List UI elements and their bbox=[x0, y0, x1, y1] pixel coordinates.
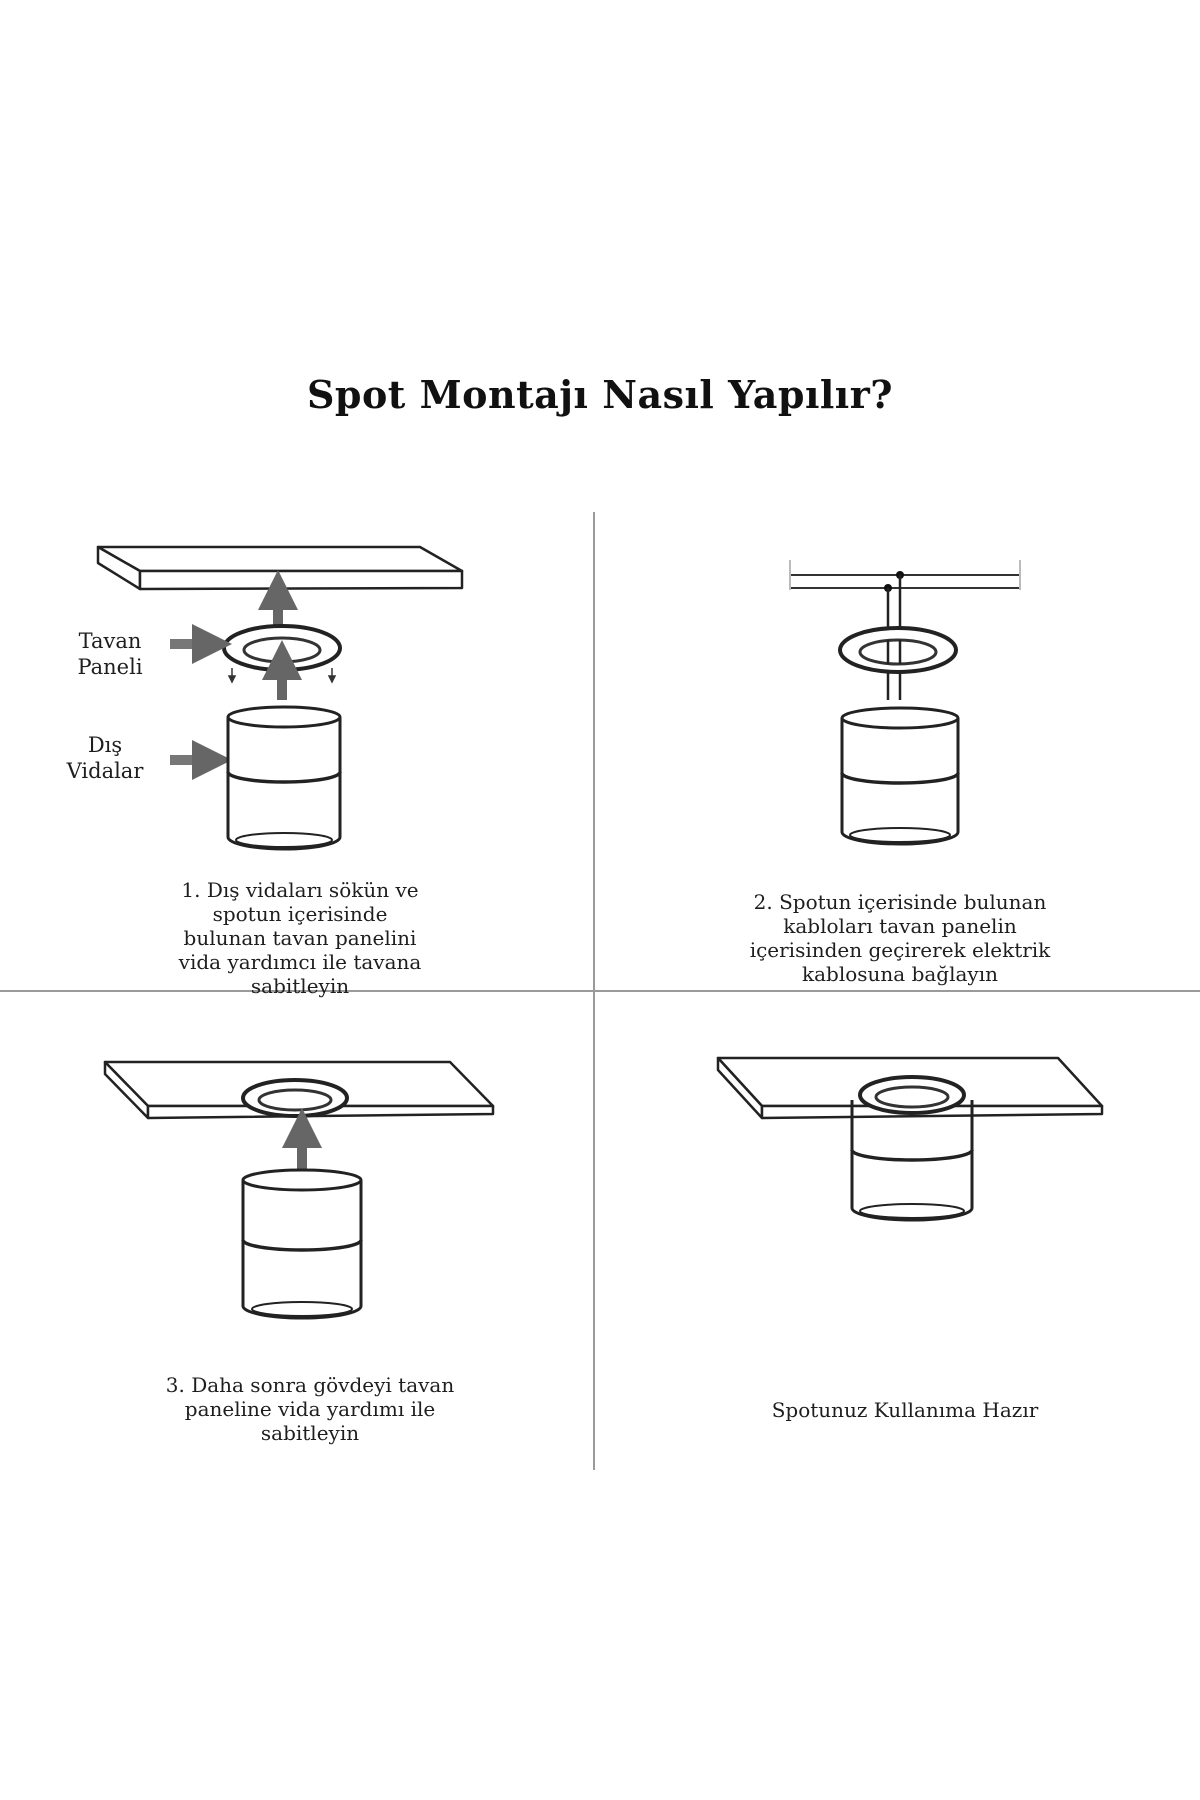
screw-icon bbox=[229, 668, 235, 682]
outer-screws-label bbox=[50, 732, 160, 784]
caption-line: kabloları tavan panelin bbox=[783, 914, 1017, 938]
step-2-caption bbox=[730, 890, 1070, 986]
ceiling-panel-label-line: Paneli bbox=[77, 655, 143, 679]
step-4-caption bbox=[740, 1398, 1070, 1422]
ceiling-panel-label-line: Tavan bbox=[78, 629, 142, 653]
step-1-illustration bbox=[98, 547, 462, 849]
caption-line: kablosuna bağlayın bbox=[801, 962, 998, 986]
screw-icon bbox=[329, 668, 335, 682]
outer-screws-label-line: Vidalar bbox=[66, 759, 144, 783]
ceiling-panel-label bbox=[55, 628, 165, 680]
step-2-illustration bbox=[790, 560, 1020, 844]
step-1-caption bbox=[150, 878, 450, 998]
step-3-illustration bbox=[105, 1062, 493, 1318]
spot-body bbox=[228, 707, 340, 849]
caption-line: 1. Dış vidaları sökün ve bbox=[181, 878, 419, 902]
mounting-ring bbox=[840, 628, 956, 672]
caption-line: sabitleyin bbox=[250, 974, 350, 998]
caption-line: bulunan tavan panelini bbox=[183, 926, 417, 950]
spot-body bbox=[842, 708, 958, 844]
mounting-ring bbox=[860, 1077, 964, 1113]
ceiling-panel bbox=[98, 547, 462, 589]
spot-body bbox=[852, 1100, 972, 1220]
caption-line: 2. Spotun içerisinde bulunan bbox=[753, 890, 1047, 914]
caption-line: paneline vida yardımı ile bbox=[184, 1397, 436, 1421]
caption-line: 3. Daha sonra gövdeyi tavan bbox=[165, 1373, 455, 1397]
spot-body bbox=[243, 1170, 361, 1318]
mounting-ring bbox=[243, 1080, 347, 1116]
step-3-caption bbox=[150, 1373, 470, 1445]
caption-line: vida yardımcı ile tavana bbox=[178, 950, 422, 974]
caption-line: spotun içerisinde bbox=[212, 902, 388, 926]
caption-line: sabitleyin bbox=[260, 1421, 360, 1445]
step-4-illustration bbox=[718, 1058, 1102, 1220]
caption-line: Spotunuz Kullanıma Hazır bbox=[771, 1398, 1039, 1422]
page-title: Spot Montajı Nasıl Yapılır? bbox=[306, 372, 894, 417]
caption-line: içerisinden geçirerek elektrik bbox=[749, 938, 1051, 962]
ceiling-wires bbox=[790, 560, 1020, 590]
outer-screws-label-line: Dış bbox=[87, 733, 123, 757]
